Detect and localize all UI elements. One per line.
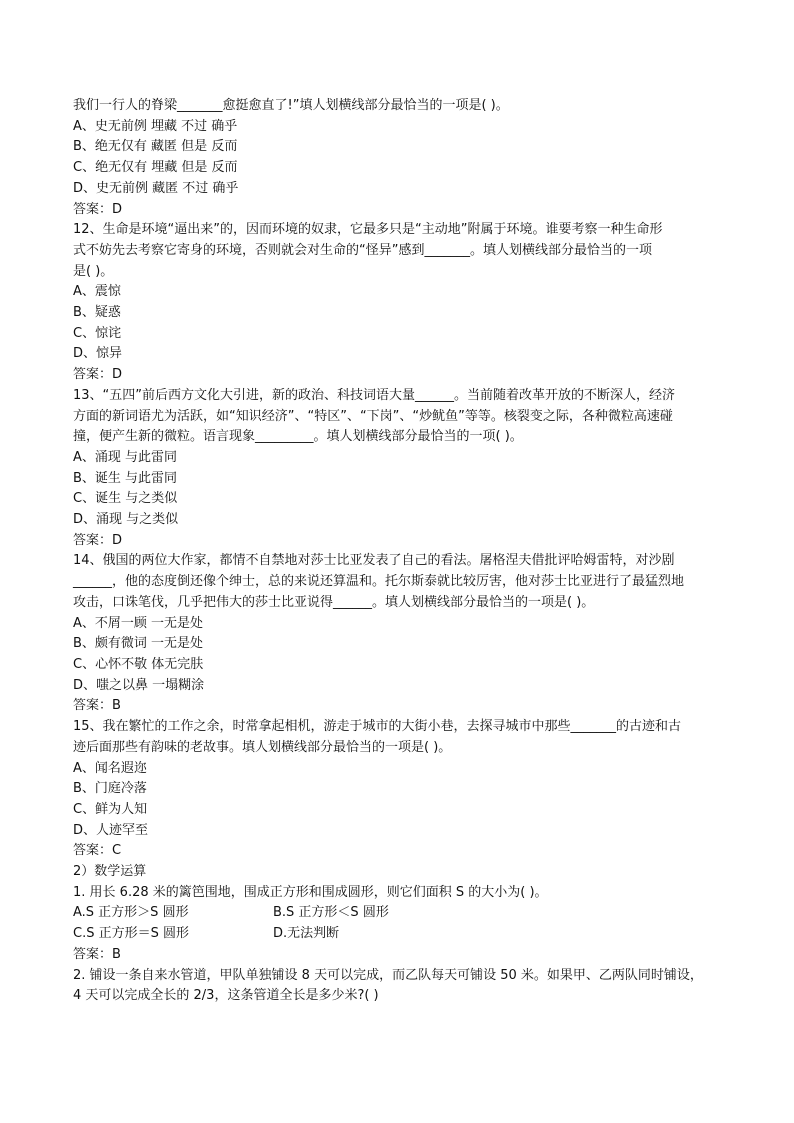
q14-stem-line-1: 14、俄国的两位大作家，都情不自禁地对莎士比亚发表了自己的看法。屠格涅夫借批评哈姆雷特，对沙剧 <box>73 553 675 569</box>
m1-option-a: A.S 正方形＞S 圆形 <box>73 905 189 921</box>
q11-stem: 我们一行人的脊梁_______愈挺愈直了!”填人划横线部分最恰当的一项是( )。 <box>73 98 509 113</box>
q15-answer: 答案：C <box>73 843 122 859</box>
q12-stem-line-2: 式不妨先去考察它寄身的环境，否则就会对生命的“怪异”感到_______。填人划横线部分最恰当的一项 <box>73 242 652 258</box>
q15-option-d: D、人迹罕至 <box>73 822 149 838</box>
q13-stem-line-3: 撞，便产生新的微粒。语言现象_________。填人划横线部分最恰当的一项( )。 <box>73 429 523 445</box>
q12-option-a: A、震惊 <box>73 284 121 300</box>
q14-option-c: C、心怀不敬 体无完肤 <box>73 656 204 672</box>
q13-option-d: D、涌现 与之类似 <box>73 512 179 528</box>
m1-option-c: C.S 正方形＝S 圆形 <box>73 926 189 942</box>
q12-stem-line-3: 是( )。 <box>73 263 114 279</box>
q14-option-a: A、不屑一顾 一无是处 <box>73 615 204 631</box>
m1-answer: 答案：B <box>73 946 121 962</box>
q13-answer: 答案：D <box>73 532 123 548</box>
q11-option-c: C、绝无仅有 埋藏 但是 反而 <box>73 160 238 176</box>
q12-option-c: C、惊诧 <box>73 325 122 341</box>
q11-answer: 答案：D <box>73 201 123 217</box>
q12-answer: 答案：D <box>73 367 123 383</box>
q12-option-d: D、惊异 <box>73 346 123 362</box>
q15-option-c: C、鲜为人知 <box>73 801 148 817</box>
q14-answer: 答案：B <box>73 698 121 714</box>
section-heading-math: 2）数学运算 <box>73 864 147 880</box>
m1-option-d: D.无法判断 <box>273 926 340 942</box>
document-page <box>73 96 741 1007</box>
q15-stem-line-2: 迹后面那些有韵味的老故事。填人划横线部分最恰当的一项是( )。 <box>73 739 452 755</box>
q15-option-b: B、门庭冷落 <box>73 781 147 797</box>
q11-option-d: D、史无前例 藏匿 不过 确乎 <box>73 180 239 196</box>
q14-option-d: D、嗤之以鼻 一塌糊涂 <box>73 677 205 693</box>
q13-stem-line-2: 方面的新词语尤为活跃，如“知识经济”、“特区”、“下岗”、“炒鱿鱼”等等。核裂变之际，各种微粒高速碰 <box>73 408 673 424</box>
q11-option-a: A、史无前例 埋藏 不过 确乎 <box>73 118 238 134</box>
m2-stem-line-1: 2. 铺设一条自来水管道，甲队单独铺设 8 天可以完成，而乙队每天可铺设 50 米。如果甲、乙两队同时铺设， <box>73 967 703 983</box>
q15-option-a: A、闻名遐迩 <box>73 760 147 776</box>
m2-stem-line-2: 4 天可以完成全长的 2/3，这条管道全长是多少米?( ) <box>73 988 379 1004</box>
q13-option-a: A、涌现 与此雷同 <box>73 449 178 465</box>
q14-option-b: B、颇有微词 一无是处 <box>73 636 204 652</box>
m1-option-b: B.S 正方形＜S 圆形 <box>273 905 389 921</box>
q13-stem-line-1: 13、“五四”前后西方文化大引进，新的政治、科技词语大量______。当前随着改革开放的不断深人，经济 <box>73 387 676 403</box>
m1-options-row-1 <box>73 903 741 924</box>
q15-stem-line-1: 15、我在繁忙的工作之余，时常拿起相机，游走于城市的大街小巷，去探寻城市中那些_______的古迹和古 <box>73 719 682 735</box>
q14-stem-line-3: 攻击，口诛笔伐，几乎把伟大的莎士比亚说得______。填人划横线部分最恰当的一项是( )。 <box>73 594 595 610</box>
q12-option-b: B、疑惑 <box>73 305 121 321</box>
q14-stem-line-2: ______，他的态度倒还像个绅士，总的来说还算温和。托尔斯泰就比较厉害，他对莎士比亚进行了最猛烈地 <box>73 574 685 590</box>
m1-stem: 1. 用长 6.28 米的篱笆围地，围成正方形和围成圆形，则它们面积 S 的大小为( )。 <box>73 884 548 900</box>
m1-options-row-2 <box>73 924 741 945</box>
q13-option-c: C、诞生 与之类似 <box>73 491 178 507</box>
q12-stem-line-1: 12、生命是环境“逼出来”的，因而环境的奴隶，它最多只是“主动地”附属于环境。谁要考察一种生命形 <box>73 222 663 238</box>
q11-option-b: B、绝无仅有 藏匿 但是 反而 <box>73 139 238 155</box>
q13-option-b: B、诞生 与此雷同 <box>73 470 178 486</box>
